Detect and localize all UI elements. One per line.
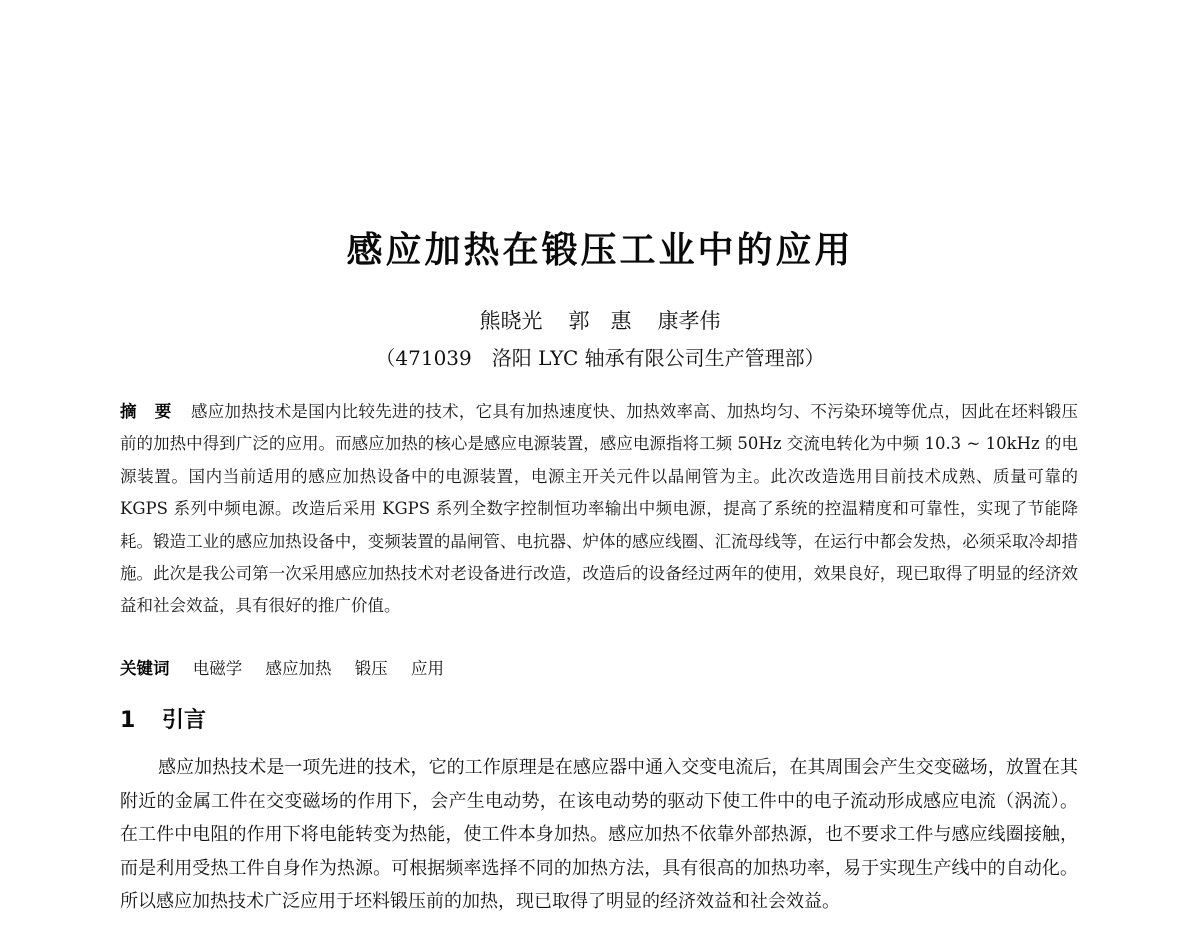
paper-title: 感应加热在锻压工业中的应用 — [346, 229, 854, 271]
abstract-label: 摘要 — [120, 402, 190, 421]
keywords-line — [120, 657, 1078, 681]
abstract-block — [120, 396, 1078, 623]
section-heading — [120, 703, 206, 734]
keyword-item: 应用 — [411, 659, 444, 678]
author-list — [0, 305, 1200, 335]
keywords-label: 关键词 — [120, 659, 170, 678]
body-paragraph: 感应加热技术是一项先进的技术，它的工作原理是在感应器中通入交变电流后，在其周围会产生交变磁场，放置在其附近的金属工件在交变磁场的作用下，会产生电动势，在该电动势的驱动下使工件中的电子流动形成感应电流（涡流）。在工件中电阻的作用下将电能转变为热能，使工件本身加热。感应加热不依靠外部热源，也不要求工件与感应线圈接触，而是利用受热工件自身作为热源。可根据频率选择不同的加热方法，具有很高的加热功率，易于实现生产线中的自动化。所以感应加热技术广泛应用于坯料锻压前的加热，现已取得了明显的经济效益和社会效益。 — [120, 757, 1078, 912]
author-name: 康孝伟 — [657, 309, 721, 333]
author-name: 熊晓光 — [479, 309, 543, 333]
author-affiliation: （471039 洛阳 LYC 轴承有限公司生产管理部） — [375, 346, 825, 370]
author-name: 郭 惠 — [568, 309, 632, 333]
section-title: 引言 — [162, 708, 207, 733]
keyword-item: 锻压 — [354, 659, 388, 678]
keyword-item: 感应加热 — [265, 659, 332, 678]
keyword-item: 电磁学 — [192, 659, 243, 678]
section-number: 1 — [120, 708, 136, 733]
abstract-text: 感应加热技术是国内比较先进的技术，它具有加热速度快、加热效率高、加热均匀、不污染环境等优点，因此在坯料锻压前的加热中得到广泛的应用。而感应加热的核心是感应电源装置，感应电源指将工频 50Hz 交流电转化为中频 10.3 ~ 10kHz 的电源装置。国内当前适用的感应加热设备中的电源装置，电源主开关元件以晶闸管为主。此次改造选用目前技术成熟、质量可靠的 KGPS 系列中频电源。改造后采用 KGPS 系列全数字控制恒功率输出中频电源，提高了系统的控温精度和可靠性，实现了节能降耗。锻造工业的感应加热设备中，变频装置的晶闸管、电抗器、炉体的感应线圈、汇流母线等，在运行中都会发热，必须采取冷却措施。此次是我公司第一次采用感应加热技术对老设备进行改造，改造后的设备经过两年的使用，效果良好，现已取得了明显的经济效益和社会效益，具有很好的推广价值。 — [120, 402, 1079, 616]
